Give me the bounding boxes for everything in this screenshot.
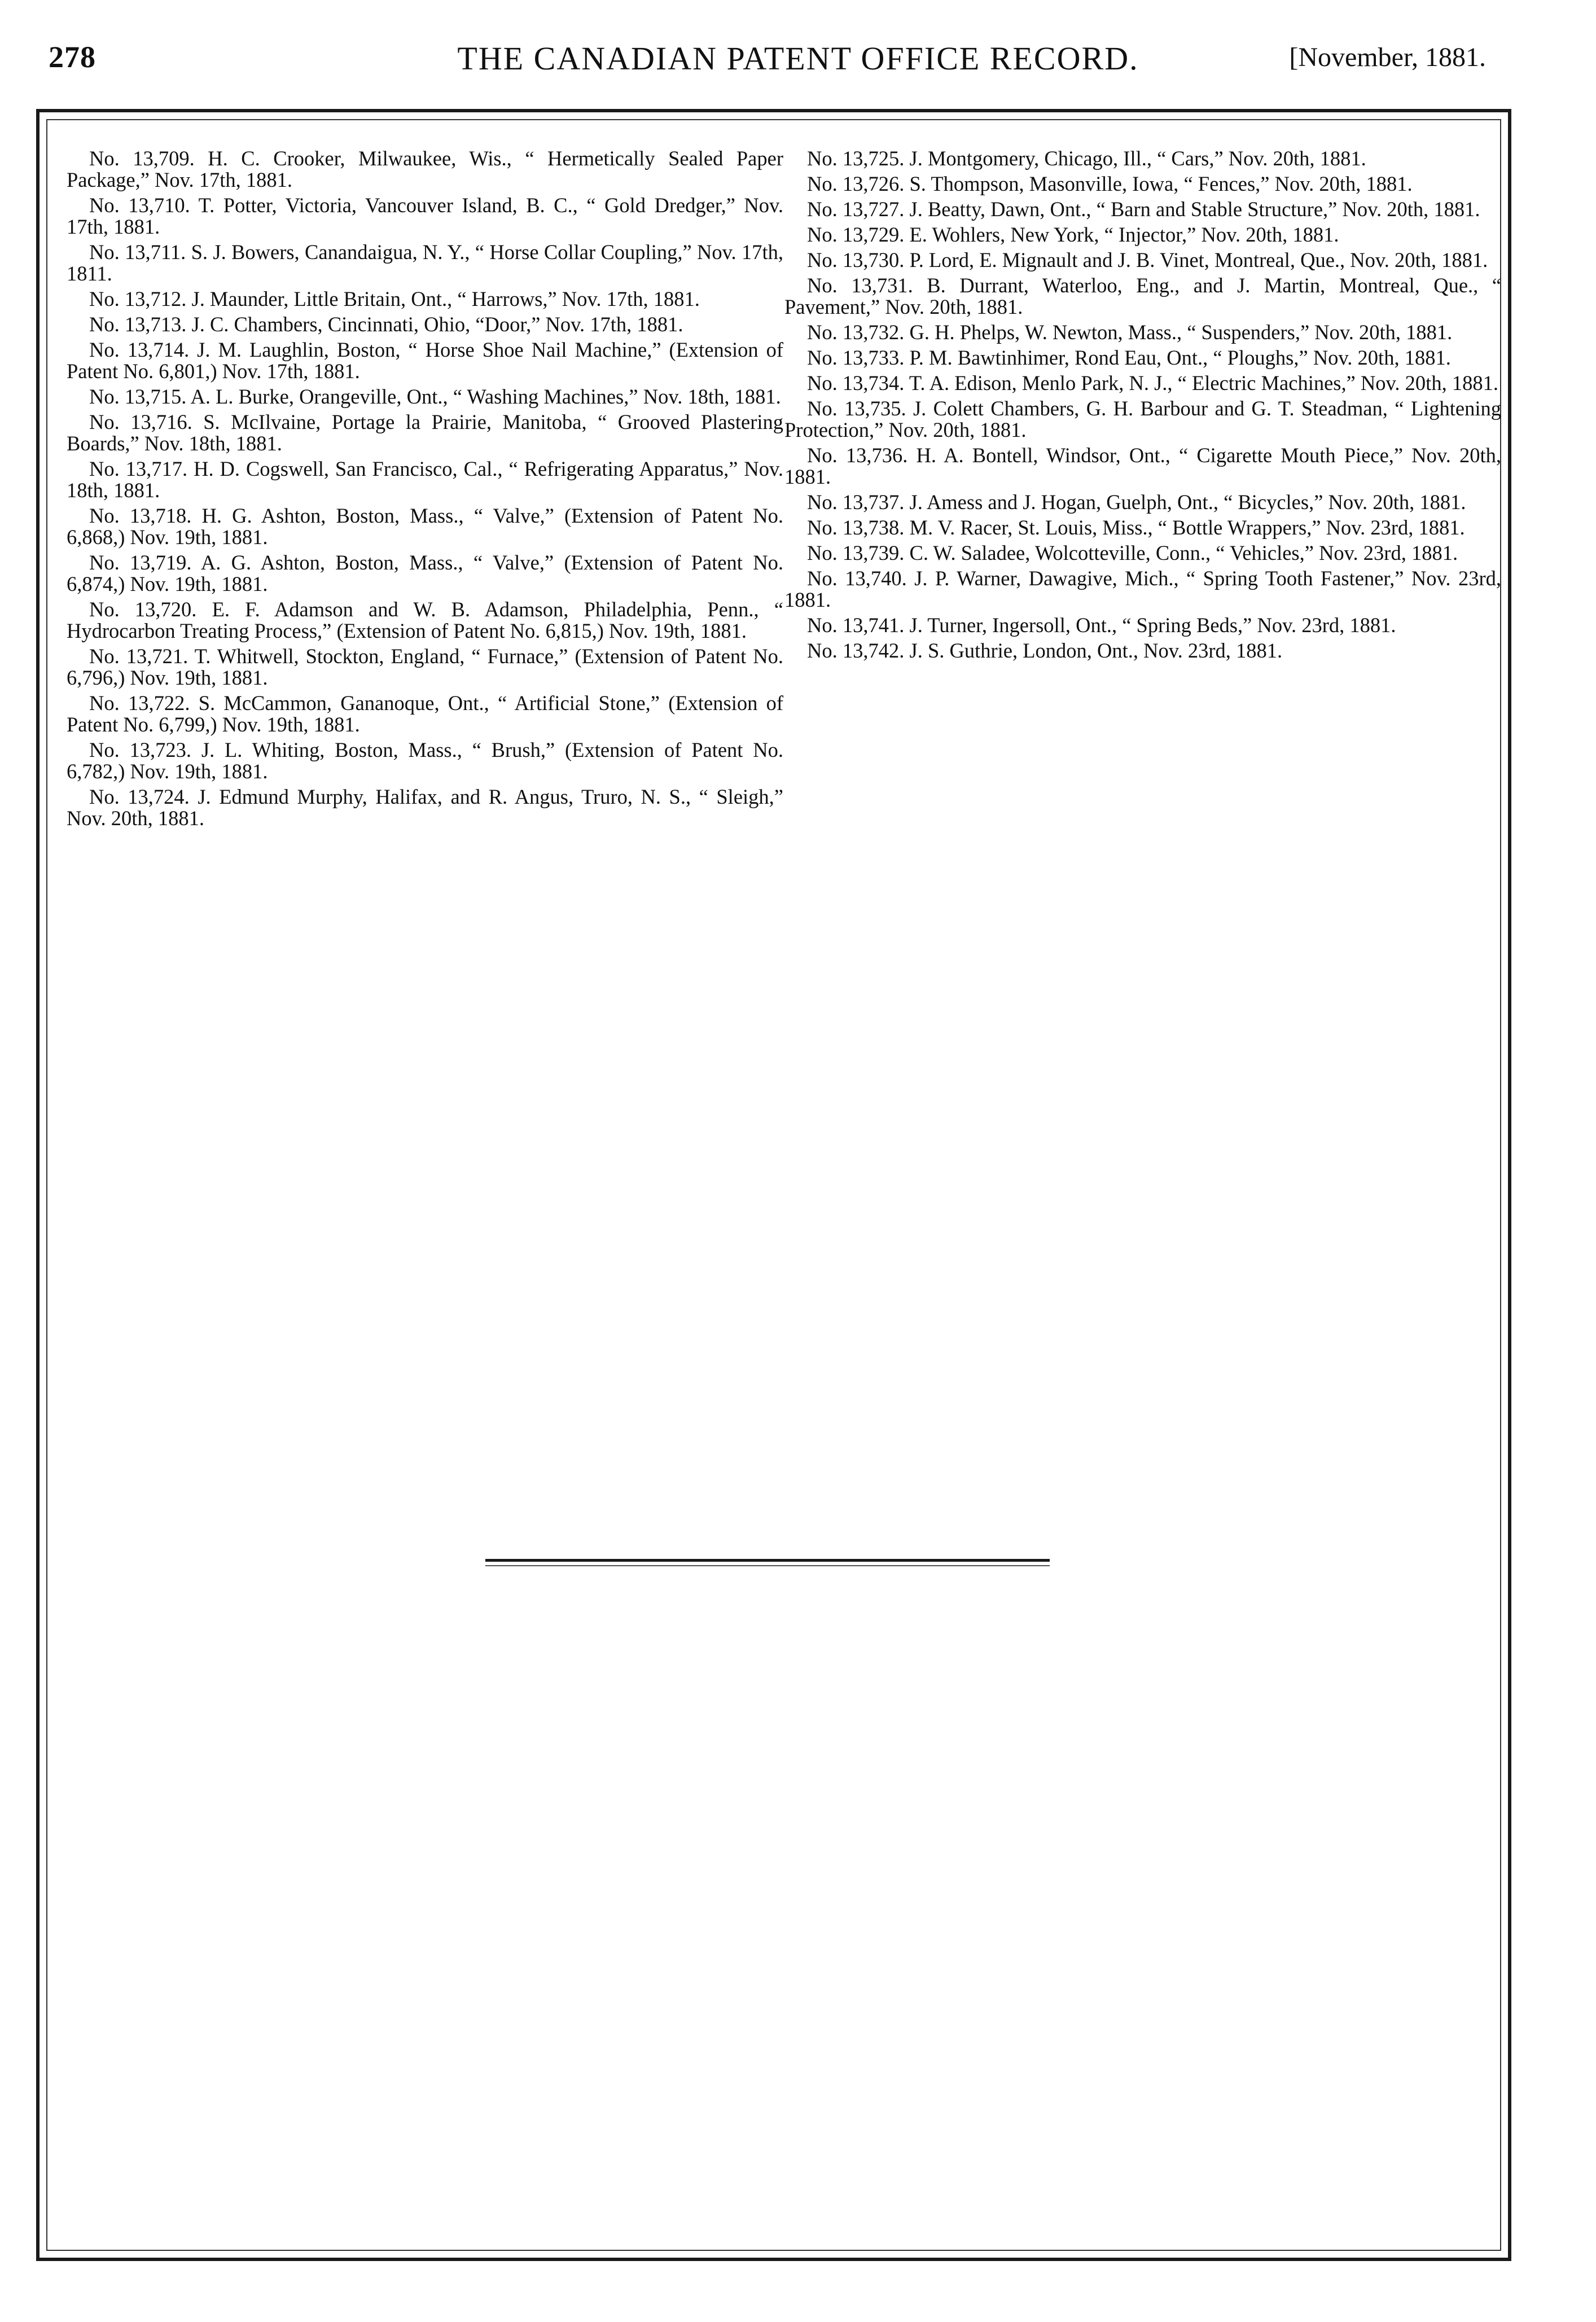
patent-entry: No. 13,731. B. Durrant, Waterloo, Eng., and J. Martin, Montreal, Que., “ Pavement,” Nov. 20th, 1881. xyxy=(784,274,1501,318)
section-divider xyxy=(485,1559,1050,1566)
issue-date: [November, 1881. xyxy=(1289,42,1486,72)
patent-entry: No. 13,735. J. Colett Chambers, G. H. Barbour and G. T. Steadman, “ Lightening Protection,” Nov. 20th, 1881. xyxy=(784,397,1501,441)
left-column xyxy=(67,148,783,833)
patent-entry: No. 13,709. H. C. Crooker, Milwaukee, Wis., “ Hermetically Sealed Paper Package,” Nov. 17th, 1881. xyxy=(67,147,783,191)
patent-entry: No. 13,722. S. McCammon, Gananoque, Ont., “ Artificial Stone,” (Extension of Patent No. 6,799,) Nov. 19th, 1881. xyxy=(67,691,783,736)
patent-entry: No. 13,730. P. Lord, E. Mignault and J. B. Vinet, Montreal, Que., Nov. 20th, 1881. xyxy=(807,248,1488,271)
patent-entry: No. 13,729. E. Wohlers, New York, “ Injector,” Nov. 20th, 1881. xyxy=(807,223,1339,246)
patent-entry: No. 13,734. T. A. Edison, Menlo Park, N. J., “ Electric Machines,” Nov. 20th, 1881. xyxy=(807,371,1498,395)
divider-rule-thin xyxy=(485,1565,1050,1566)
patent-entry: No. 13,723. J. L. Whiting, Boston, Mass., “ Brush,” (Extension of Patent No. 6,782,) Nov. 19th, 1881. xyxy=(67,738,783,783)
right-column xyxy=(784,148,1501,665)
patent-entry: No. 13,710. T. Potter, Victoria, Vancouver Island, B. C., “ Gold Dredger,” Nov. 17th, 1881. xyxy=(67,194,783,238)
patent-entry: No. 13,714. J. M. Laughlin, Boston, “ Horse Shoe Nail Machine,” (Extension of Patent No. 6,801,) Nov. 17th, 1881. xyxy=(67,338,783,383)
patent-entry: No. 13,720. E. F. Adamson and W. B. Adamson, Philadelphia, Penn., “ Hydrocarbon Treating Process,” (Extension of Patent No. 6,815,) Nov. 19th, 1881. xyxy=(67,598,783,642)
patent-entry: No. 13,719. A. G. Ashton, Boston, Mass., “ Valve,” (Extension of Patent No. 6,874,) Nov. 19th, 1881. xyxy=(67,551,783,595)
patent-entry: No. 13,725. J. Montgomery, Chicago, Ill., “ Cars,” Nov. 20th, 1881. xyxy=(807,147,1366,170)
patent-entry: No. 13,724. J. Edmund Murphy, Halifax, and R. Angus, Truro, N. S., “ Sleigh,” Nov. 20th, 1881. xyxy=(67,785,783,830)
patent-entry: No. 13,741. J. Turner, Ingersoll, Ont., “ Spring Beds,” Nov. 23rd, 1881. xyxy=(807,614,1396,637)
page-number: 278 xyxy=(49,40,96,74)
patent-entry: No. 13,739. C. W. Saladee, Wolcotteville, Conn., “ Vehicles,” Nov. 23rd, 1881. xyxy=(807,541,1458,564)
divider-rule-thick xyxy=(485,1559,1050,1562)
patent-entry: No. 13,718. H. G. Ashton, Boston, Mass., “ Valve,” (Extension of Patent No. 6,868,) Nov. 19th, 1881. xyxy=(67,504,783,549)
patent-entry: No. 13,727. J. Beatty, Dawn, Ont., “ Barn and Stable Structure,” Nov. 20th, 1881. xyxy=(807,198,1480,221)
patent-entry: No. 13,711. S. J. Bowers, Canandaigua, N. Y., “ Horse Collar Coupling,” Nov. 17th, 1811. xyxy=(67,240,783,285)
patent-entry: No. 13,716. S. McIlvaine, Portage la Prairie, Manitoba, “ Grooved Plastering Boards,” Nov. 18th, 1881. xyxy=(67,410,783,455)
patent-entry: No. 13,721. T. Whitwell, Stockton, England, “ Furnace,” (Extension of Patent No. 6,796,) Nov. 19th, 1881. xyxy=(67,645,783,689)
patent-entry: No. 13,726. S. Thompson, Masonville, Iowa, “ Fences,” Nov. 20th, 1881. xyxy=(807,172,1413,195)
patent-entry: No. 13,732. G. H. Phelps, W. Newton, Mass., “ Suspenders,” Nov. 20th, 1881. xyxy=(807,321,1453,344)
patent-entry: No. 13,715. A. L. Burke, Orangeville, Ont., “ Washing Machines,” Nov. 18th, 1881. xyxy=(89,385,781,408)
patent-entry: No. 13,742. J. S. Guthrie, London, Ont., Nov. 23rd, 1881. xyxy=(807,639,1283,662)
patent-entry: No. 13,737. J. Amess and J. Hogan, Guelph, Ont., “ Bicycles,” Nov. 20th, 1881. xyxy=(807,490,1466,514)
patent-entry: No. 13,736. H. A. Bontell, Windsor, Ont., “ Cigarette Mouth Piece,” Nov. 20th, 1881. xyxy=(784,444,1501,488)
patent-entry: No. 13,733. P. M. Bawtinhimer, Rond Eau, Ont., “ Ploughs,” Nov. 20th, 1881. xyxy=(807,346,1451,369)
patent-entry: No. 13,712. J. Maunder, Little Britain, Ont., “ Harrows,” Nov. 17th, 1881. xyxy=(89,287,700,310)
patent-entry: No. 13,740. J. P. Warner, Dawagive, Mich., “ Spring Tooth Fastener,” Nov. 23rd, 1881. xyxy=(784,567,1501,611)
patent-entry: No. 13,713. J. C. Chambers, Cincinnati, Ohio, “Door,” Nov. 17th, 1881. xyxy=(89,313,683,336)
patent-entry: No. 13,738. M. V. Racer, St. Louis, Miss., “ Bottle Wrappers,” Nov. 23rd, 1881. xyxy=(807,516,1465,539)
patent-entry: No. 13,717. H. D. Cogswell, San Francisco, Cal., “ Refrigerating Apparatus,” Nov. 18th, 1881. xyxy=(67,457,783,502)
page-header xyxy=(0,40,1596,90)
running-title: THE CANADIAN PATENT OFFICE RECORD. xyxy=(457,40,1139,77)
